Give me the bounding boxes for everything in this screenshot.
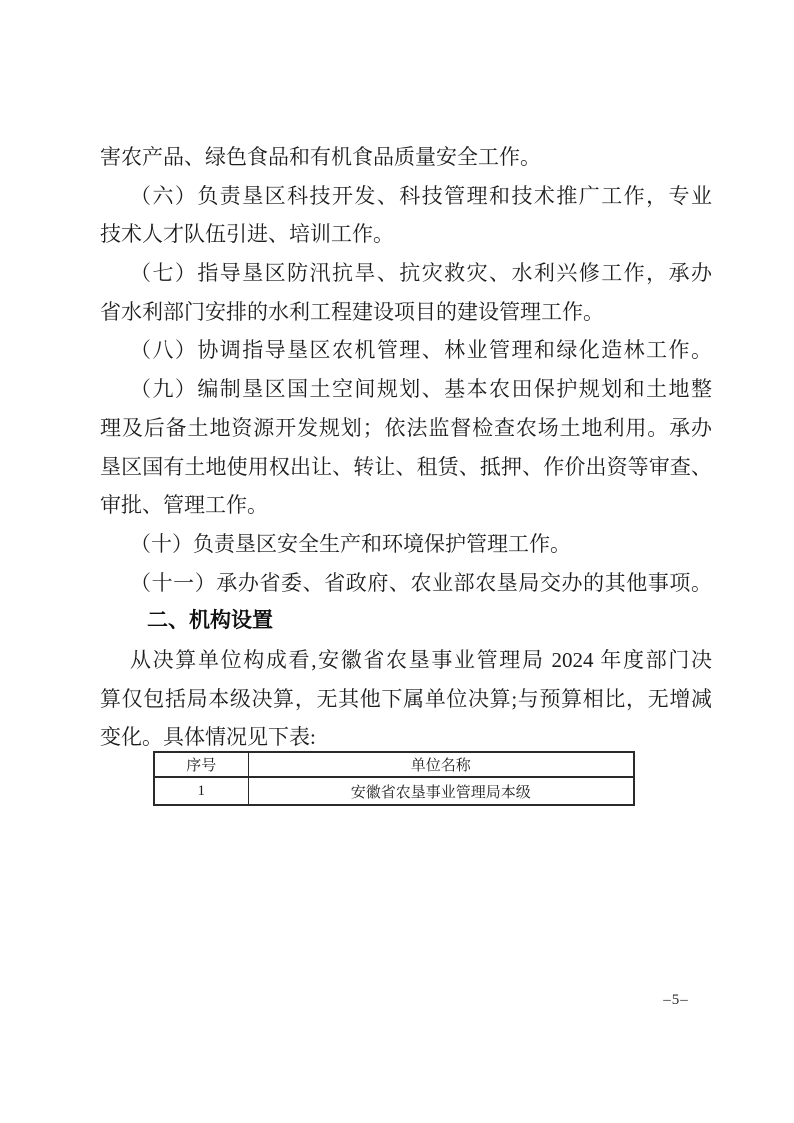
- header-cell-seq: 序号: [154, 752, 248, 777]
- text-line: 垦区国有土地使用权出让、转让、租赁、抵押、作价出资等审查、: [100, 454, 712, 479]
- page-number: –5–: [663, 992, 689, 1008]
- text-line: （八）协调指导垦区农机管理、林业管理和绿化造林工作。: [130, 338, 712, 363]
- unit-table-header: [154, 752, 634, 777]
- table-row: [154, 777, 634, 805]
- table-header-row: [154, 752, 634, 777]
- text-line: 省水利部门安排的水利工程建设项目的建设管理工作。: [100, 299, 604, 324]
- text-line: 害农产品、绿色食品和有机食品质量安全工作。: [100, 145, 541, 169]
- text-line: 算仅包括局本级决算，无其他下属单位决算;与预算相比，无增减: [100, 686, 712, 711]
- cell-seq: 1: [154, 777, 248, 805]
- text-line: （九）编制垦区国土空间规划、基本农田保护规划和土地整: [130, 377, 712, 402]
- text-line: （六）负责垦区科技开发、科技管理和技术推广工作，专业: [130, 183, 712, 208]
- text-line: （十）负责垦区安全生产和环境保护管理工作。: [130, 531, 571, 556]
- header-cell-unit-name: 单位名称: [248, 752, 634, 777]
- document-body: [100, 138, 712, 757]
- text-line: 技术人才队伍引进、培训工作。: [100, 222, 394, 247]
- unit-list-table: [153, 751, 635, 806]
- text-line: 理及后备土地资源开发规划；依法监督检查农场土地利用。承办: [100, 415, 712, 440]
- unit-table-body: [154, 777, 634, 805]
- text-line: 变化。具体情况见下表:: [100, 725, 316, 750]
- section-heading: 二、机构设置: [147, 609, 273, 633]
- text-line: （七）指导垦区防汛抗旱、抗灾救灾、水利兴修工作，承办: [130, 261, 712, 286]
- text-line: （十一）承办省委、省政府、农业部农垦局交办的其他事项。: [130, 570, 712, 595]
- cell-unit-name: 安徽省农垦事业管理局本级: [248, 777, 634, 805]
- text-line: 从决算单位构成看,安徽省农垦事业管理局 2024 年度部门决: [130, 647, 712, 672]
- text-line: 审批、管理工作。: [100, 493, 268, 518]
